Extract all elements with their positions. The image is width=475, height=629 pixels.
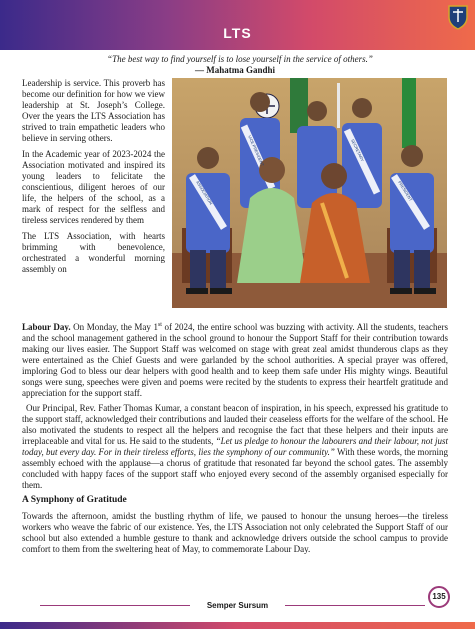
opening-quote: “The best way to find yourself is to lose yourself in the service of others.” <box>107 54 373 64</box>
labour-day-text-start: On Monday, the May 1 <box>70 322 158 332</box>
sash-label: PRESIDENT <box>397 179 414 202</box>
ordinal-suffix: st <box>157 322 162 328</box>
principal-text-start: Our Principal, Rev. Father Thomas Kumar, a constant beacon of inspiration, in his speech, expressed his gratitude to the support staff, acknowledged their contributions and lauded their ceaseless efforts for the welfare of the school. He also motivated the students to respect all the helpers and recognise the fact that these helpers and their inputs are irreplaceable and vital for us. He said to the students, <box>22 403 448 446</box>
principal-quote: “Let us pledge to honour the labourers and their labour, not just today, but every day. For in their tireless efforts, lies the symphony of our community.” <box>22 436 448 457</box>
main-body <box>22 320 448 559</box>
group-photo <box>172 78 447 308</box>
labour-day-label: Labour Day. <box>22 322 71 332</box>
paragraph-assembly-lead: The LTS Association, with hearts brimming with benevolence, orchestrated a wonderful morning assembly on <box>22 231 165 274</box>
sash-label: ASSOCIATION <box>195 179 214 206</box>
paragraph-labour-day <box>22 320 448 399</box>
college-crest-icon <box>447 4 469 30</box>
page-title: LTS <box>223 25 252 41</box>
left-column <box>22 78 165 280</box>
page-number: 135 <box>428 586 450 608</box>
labour-day-text-rest: of 2024, the entire school was buzzing with activity. All the students, teachers and the school management gathered in the school ground to honour the Support Staff for their contribution towards making our lives easier. The Support Staff was welcomed on stage with great zeal amidst thunderous claps as they were entertained as the Chief Guests and were garlanded by the school authorities. A special prayer was offered, imploring God to bless our dear helpers with good health and to keep them safe under His mighty wings. Beautiful songs were sung, speeches were given and poems were recited by the students to express their heartfelt gratitude and appreciation for the support staff. <box>22 322 449 398</box>
sash-label: SECRETARY <box>350 138 366 163</box>
section-heading: A Symphony of Gratitude <box>22 495 127 505</box>
paragraph-academic-year: In the Academic year of 2023-2024 the Association motivated and inspired its young leaders to felicitate the conscientious, diligent heroes of our life, the helpers of the school, as a mark of respect for the selfless and tireless services rendered by them <box>22 149 165 225</box>
principal-text-end: With these words, the morning assembly echoed with the applause—a chorus of gratitude that resonated far beyond the school gates. The assembly concluded with happy faces of the support staff who enjoyed every second of the assembly organised especially for them. <box>22 447 448 490</box>
quote-author: — Mahatma Gandhi <box>194 65 275 75</box>
paragraph-principal <box>22 403 448 491</box>
paragraph-symphony: Towards the afternoon, amidst the bustling rhythm of life, we paused to honour the unsung heroes—the tireless workers who weave the fabric of our existence. Yes, the LTS Association not only celebrated the Support Staff of our school but also extended a humble gesture to thank and acknowledge drivers outside the school campus to provide comfort to them from the sweltering heat of May, to commemorate Labour Day. <box>22 511 448 554</box>
sash-label: VICE PRESIDENT <box>247 134 266 167</box>
footer-motto: Semper Sursum <box>206 601 269 610</box>
footer-strip <box>0 622 475 629</box>
paragraph-intro: Leadership is service. This proverb has become our definition for how we view leadership at St. Joseph’s College. Over the years the LTS Association has strived to train empathetic leaders who believe in serving others. <box>22 78 165 143</box>
